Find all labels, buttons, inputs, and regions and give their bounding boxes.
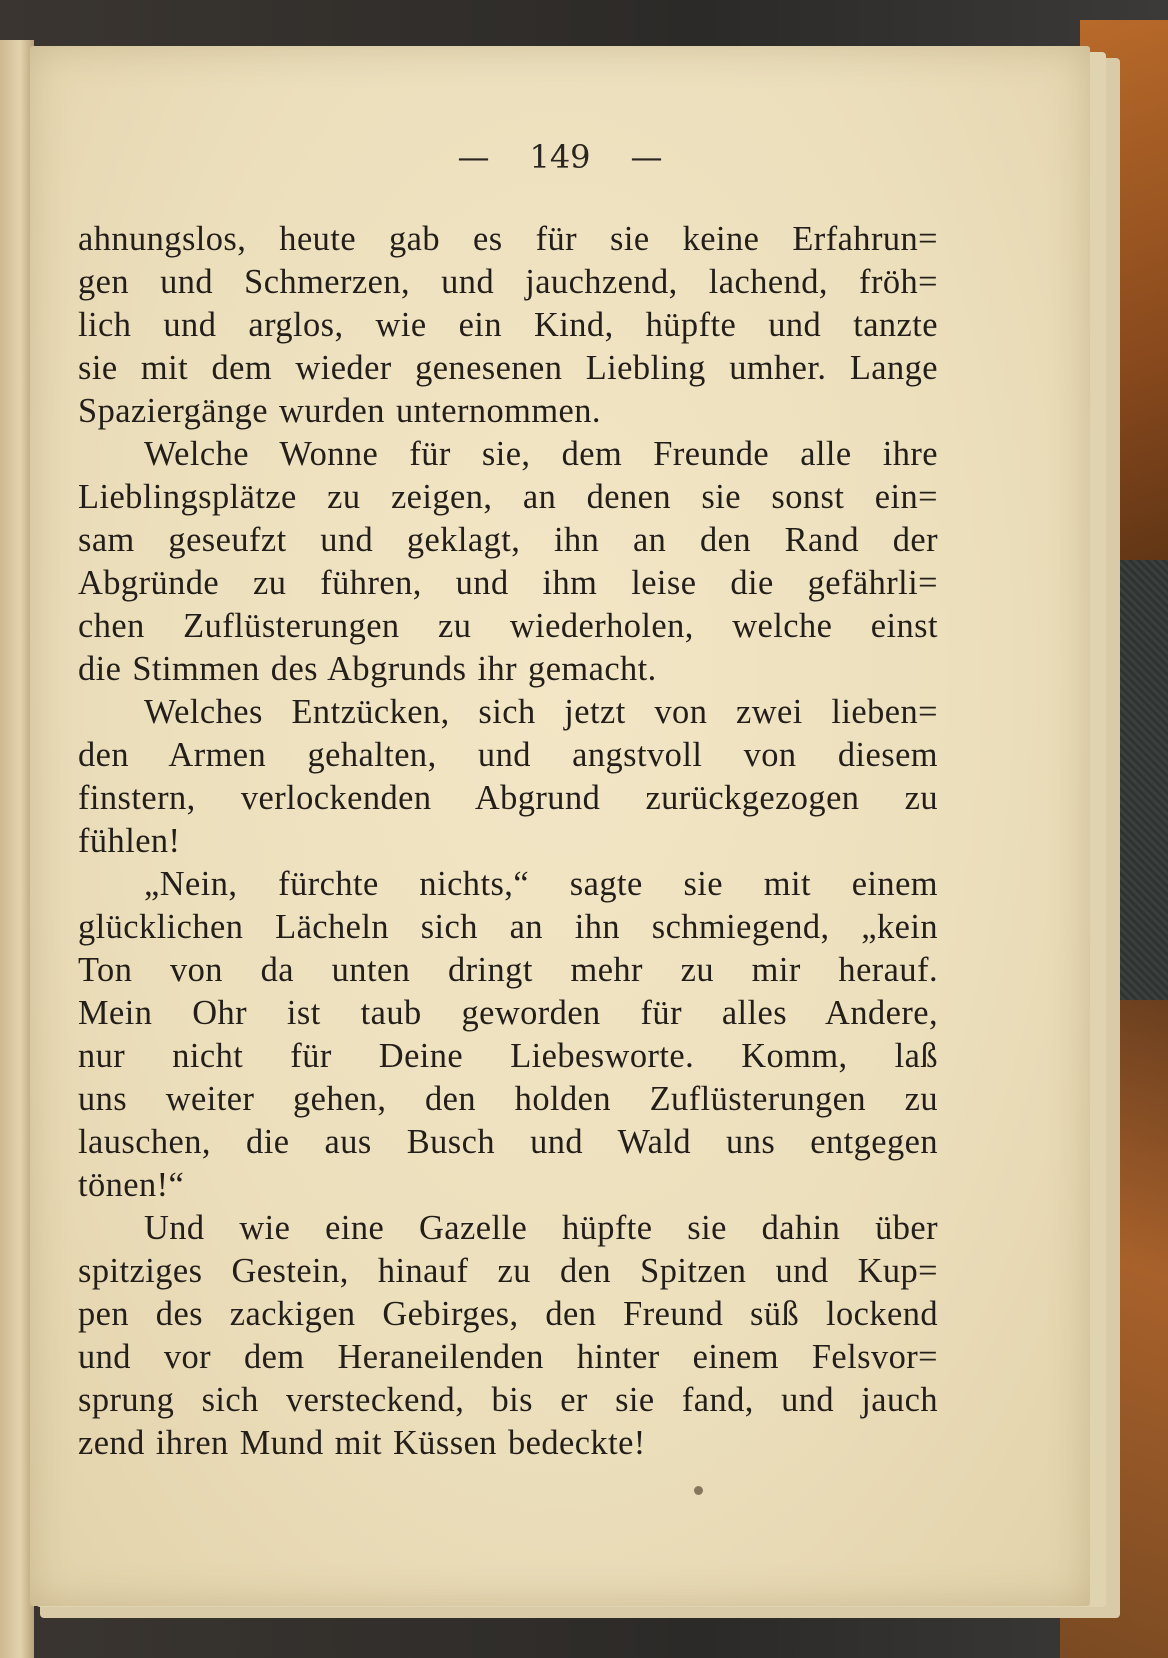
text-line: pen des zackigen Gebirges, den Freund süß lockend <box>78 1295 938 1333</box>
text-line: sprung sich versteckend, bis er sie fand, und jauch <box>78 1381 938 1419</box>
text-line: glücklichen Lächeln sich an ihn schmiegend, „kein <box>78 908 938 946</box>
paragraph <box>78 218 938 433</box>
paragraph <box>78 863 938 1207</box>
body-text <box>78 218 938 1465</box>
text-line: finstern, verlockenden Abgrund zurückgezogen zu <box>78 779 938 817</box>
text-line: lauschen, die aus Busch und Wald uns entgegen <box>78 1123 938 1161</box>
text-line: Und wie eine Gazelle hüpfte sie dahin über <box>144 1209 938 1247</box>
text-line: Ton von da unten dringt mehr zu mir herauf. <box>78 951 938 989</box>
text-line: Lieblingsplätze zu zeigen, an denen sie sonst ein= <box>78 478 938 516</box>
text-line: Welches Entzücken, sich jetzt von zwei lieben= <box>144 693 938 731</box>
text-line: tönen!“ <box>78 1166 185 1204</box>
text-line: die Stimmen des Abgrunds ihr gemacht. <box>78 650 657 688</box>
page-number: 149 <box>529 138 591 176</box>
text-line: Spaziergänge wurden unternommen. <box>78 392 601 430</box>
text-line: nur nicht für Deine Liebesworte. Komm, laß <box>78 1037 938 1075</box>
paragraph <box>78 691 938 863</box>
text-line: chen Zuflüsterungen zu wiederholen, welche einst <box>78 607 938 645</box>
text-line: uns weiter gehen, den holden Zuflüsterungen zu <box>78 1080 938 1118</box>
text-line: ahnungslos, heute gab es für sie keine Erfahrun= <box>78 220 938 258</box>
text-line: und vor dem Heraneilenden hinter einem Felsvor= <box>78 1338 938 1376</box>
text-line: „Nein, fürchte nichts,“ sagte sie mit einem <box>144 865 938 903</box>
text-line: zend ihren Mund mit Küssen bedeckte! <box>78 1424 646 1462</box>
text-line: Abgründe zu führen, und ihm leise die gefährli= <box>78 564 938 602</box>
paragraph <box>78 433 938 691</box>
paper-stain <box>694 1486 703 1495</box>
text-line: sam geseufzt und geklagt, ihn an den Rand der <box>78 521 938 559</box>
book-page <box>30 46 1090 1606</box>
text-line: fühlen! <box>78 822 181 860</box>
text-line: lich und arglos, wie ein Kind, hüpfte und tanzte <box>78 306 938 344</box>
text-line: gen und Schmerzen, und jauchzend, lachend, fröh= <box>78 263 938 301</box>
text-line: Mein Ohr ist taub geworden für alles Andere, <box>78 994 938 1032</box>
page-number-dash-right: — <box>630 138 663 176</box>
text-line: spitziges Gestein, hinauf zu den Spitzen und Kup= <box>78 1252 938 1290</box>
page-header <box>30 138 1090 176</box>
text-line: den Armen gehalten, und angstvoll von diesem <box>78 736 938 774</box>
text-line: Welche Wonne für sie, dem Freunde alle ihre <box>144 435 938 473</box>
paragraph <box>78 1207 938 1465</box>
page-number-dash-left: — <box>457 138 490 176</box>
text-line: sie mit dem wieder genesenen Liebling umher. Lange <box>78 349 938 387</box>
book-binding <box>0 40 34 1658</box>
